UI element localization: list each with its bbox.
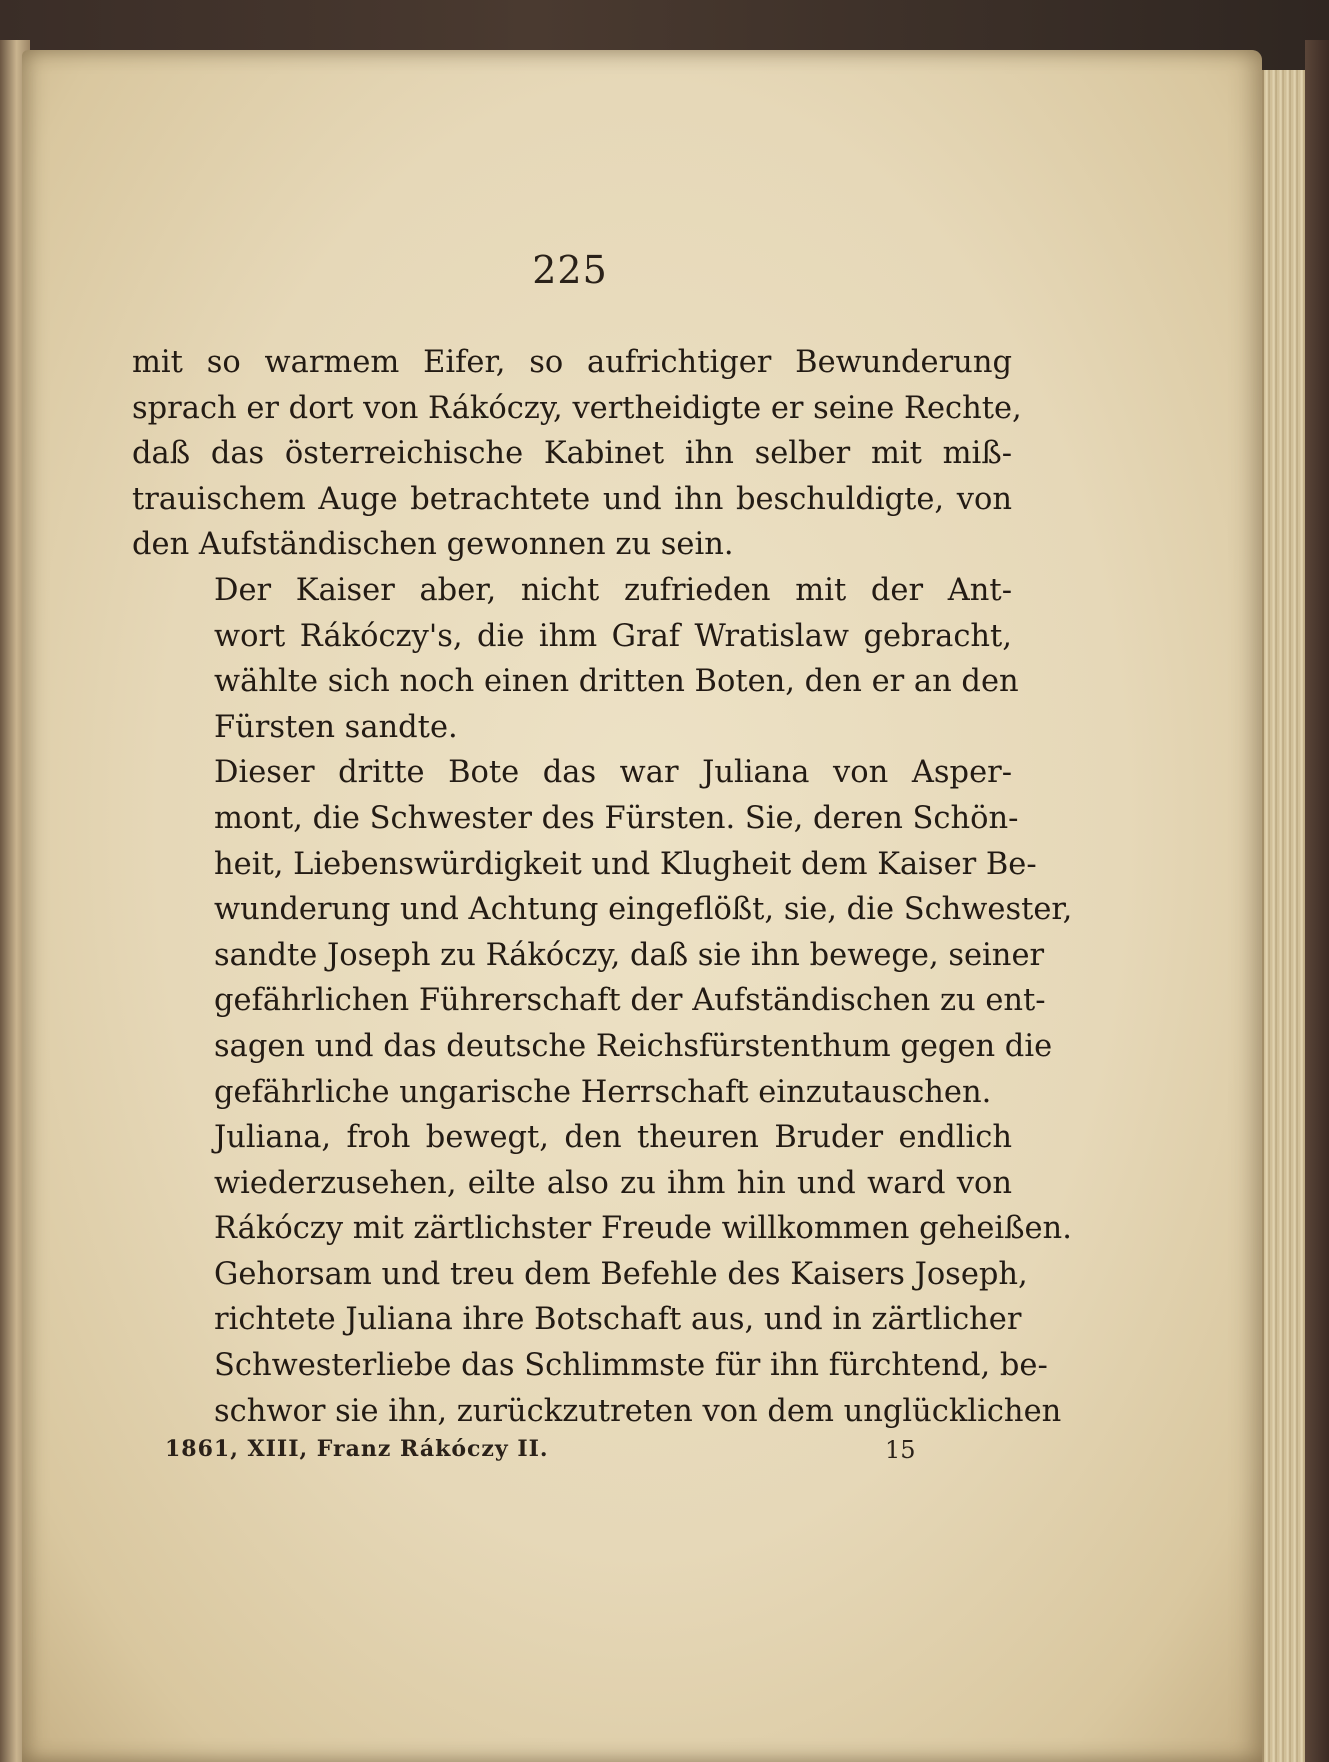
text-line: gefährliche ungarische Herrschaft einzutauschen. xyxy=(214,1074,992,1110)
text-line: mont, die Schwester des Fürsten. Sie, deren Schön- xyxy=(214,800,1019,836)
text-line: Fürsten sandte. xyxy=(214,709,458,745)
text-line: Gehorsam und treu dem Befehle des Kaisers Joseph, xyxy=(214,1256,1028,1292)
text-line: mit so warmem Eifer, so aufrichtiger Bewunderung xyxy=(132,345,1012,380)
text-line: wunderung und Achtung eingeflößt, sie, die Schwester, xyxy=(214,892,1073,928)
paragraph-1 xyxy=(132,340,1022,568)
paragraph-4 xyxy=(132,1115,1072,1434)
paragraph-2 xyxy=(132,568,1019,750)
text-line: wiederzusehen, eilte also zu ihm hin und ward von xyxy=(214,1165,1012,1201)
page-number: 225 xyxy=(532,248,608,292)
text-line: wählte sich noch einen dritten Boten, den er an den xyxy=(214,664,1019,700)
text-line: wort Rákóczy's, die ihm Graf Wratislaw gebracht, xyxy=(214,618,1012,654)
book-cover-edge xyxy=(1305,40,1329,1762)
paragraph-3 xyxy=(132,750,1073,1115)
text-line: sprach er dort von Rákóczy, vertheidigte er seine Rechte, xyxy=(132,390,1022,426)
text-line: sandte Joseph zu Rákóczy, daß sie ihn bewege, seiner xyxy=(214,937,1045,973)
text-line: gefährlichen Führerschaft der Aufständischen zu ent- xyxy=(214,983,1046,1019)
text-line: heit, Liebenswürdigkeit und Klugheit dem Kaiser Be- xyxy=(214,846,1037,882)
page-footer xyxy=(165,1436,916,1476)
text-line: sagen und das deutsche Reichsfürstenthum gegen die xyxy=(214,1028,1053,1064)
sheet-number: 15 xyxy=(885,1436,916,1464)
text-line: Dieser dritte Bote das war Juliana von Asper- xyxy=(214,755,1012,791)
print-signature: 1861, XIII, Franz Rákóczy II. xyxy=(165,1436,549,1462)
text-line: den Aufständischen gewonnen zu sein. xyxy=(132,527,734,563)
text-line: daß das österreichische Kabinet ihn selber mit miß- xyxy=(132,436,1012,472)
text-line: schwor sie ihn, zurückzutreten von dem unglücklichen xyxy=(214,1393,1062,1429)
text-line: Der Kaiser aber, nicht zufrieden mit der Ant- xyxy=(214,572,1012,608)
text-line: Schwesterliebe das Schlimmste für ihn fürchtend, be- xyxy=(214,1348,1048,1384)
body-text xyxy=(132,340,1073,1434)
text-line: richtete Juliana ihre Botschaft aus, und in zärtlicher xyxy=(214,1302,1022,1338)
text-line: Juliana, froh bewegt, den theuren Bruder endlich xyxy=(214,1120,1012,1156)
text-line: Rákóczy mit zärtlichster Freude willkommen geheißen. xyxy=(214,1211,1072,1247)
text-line: trauischem Auge betrachtete und ihn beschuldigte, von xyxy=(132,481,1012,517)
